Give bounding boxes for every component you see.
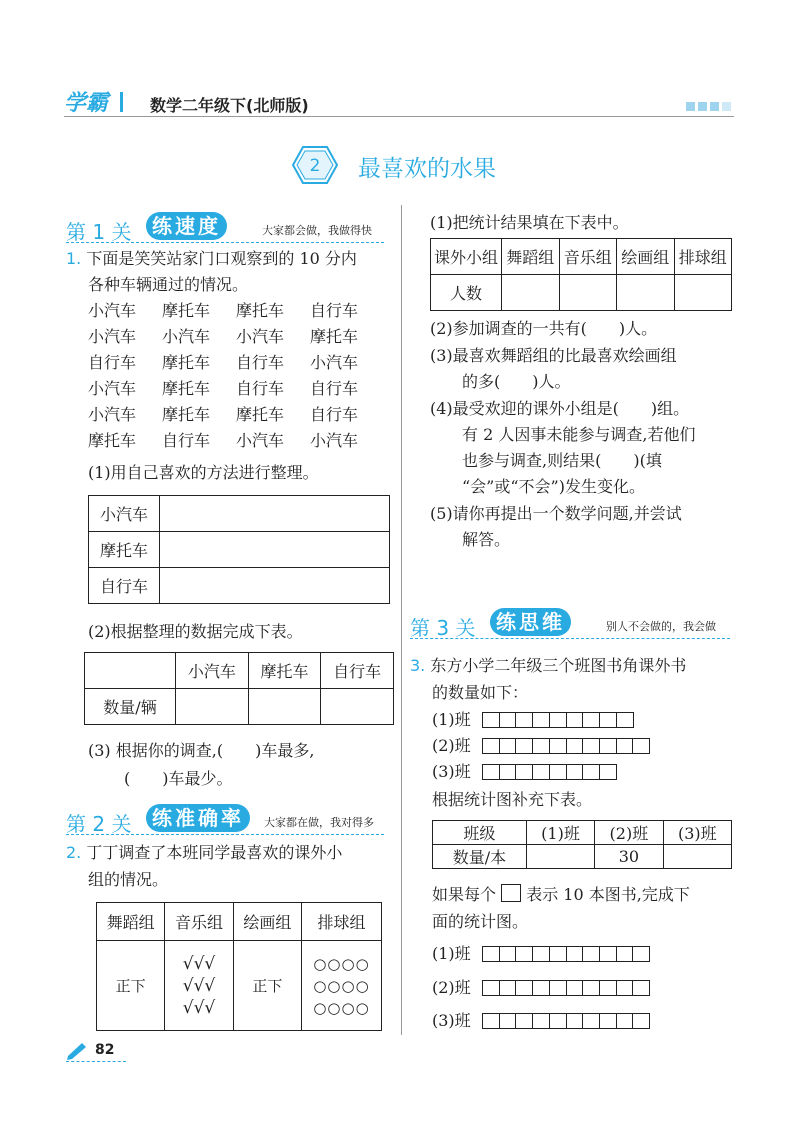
question-1-text-line2: 各种车辆通过的情况。 bbox=[88, 275, 249, 294]
question-number: 3. bbox=[410, 656, 426, 675]
book-box bbox=[616, 712, 634, 728]
vehicle-cell: 摩托车 bbox=[236, 405, 285, 424]
table-header: 绘画组 bbox=[617, 239, 675, 275]
class-label: (1)班 bbox=[432, 710, 471, 729]
section-1-heading bbox=[66, 212, 386, 246]
vehicle-cell: 小汽车 bbox=[88, 405, 137, 424]
book-box bbox=[499, 764, 517, 780]
book-box bbox=[532, 946, 550, 962]
table-header: 小汽车 bbox=[176, 653, 249, 689]
section-label: 第 2 关 bbox=[66, 812, 132, 836]
logo-bar bbox=[120, 92, 123, 112]
question-2-text-line2: 组的情况。 bbox=[88, 870, 169, 889]
vehicle-cell: 摩托车 bbox=[88, 431, 137, 450]
table-header: 班级 bbox=[433, 821, 527, 845]
book-box bbox=[566, 946, 584, 962]
book-box bbox=[582, 1013, 600, 1029]
tally-volleyball: ○○○○ ○○○○ ○○○○ bbox=[301, 941, 381, 1031]
vehicle-observation-grid bbox=[88, 298, 384, 454]
table-header: (3)班 bbox=[663, 821, 731, 845]
book-box bbox=[515, 738, 533, 754]
book-box bbox=[616, 738, 634, 754]
header-square-decoration bbox=[686, 102, 695, 111]
q3-legend-text: 如果每个 表示 10 本图书,完成下 bbox=[432, 885, 690, 904]
table-header: 舞蹈组 bbox=[97, 903, 165, 941]
book-box bbox=[599, 946, 617, 962]
book-box bbox=[499, 738, 517, 754]
question-number: 1. bbox=[66, 249, 82, 268]
book-box bbox=[499, 712, 517, 728]
book-box bbox=[499, 946, 517, 962]
header-square-decoration bbox=[710, 102, 719, 111]
answer-cell[interactable] bbox=[674, 275, 732, 311]
pencil-icon bbox=[66, 1040, 90, 1060]
section-pill: 练速度 bbox=[146, 212, 227, 240]
book-box bbox=[582, 946, 600, 962]
class-label: (2)班 bbox=[432, 978, 471, 997]
vehicle-count-table bbox=[84, 652, 394, 725]
sort-table bbox=[88, 495, 390, 604]
book-box bbox=[599, 980, 617, 996]
header-square-decoration bbox=[722, 102, 731, 111]
q3-fill-prompt: 根据统计图补充下表。 bbox=[432, 790, 593, 809]
header-rule bbox=[64, 116, 734, 117]
book-box bbox=[515, 1013, 533, 1029]
table-header: (2)班 bbox=[595, 821, 663, 845]
vehicle-row bbox=[88, 402, 384, 428]
answer-cell[interactable] bbox=[502, 275, 560, 311]
section-tagline: 大家都在做，我对得多 bbox=[264, 816, 374, 829]
table-header: (1)班 bbox=[526, 821, 594, 845]
q1-part3-line2: ( )车最少。 bbox=[124, 769, 233, 788]
book-box bbox=[632, 946, 650, 962]
section-tagline: 大家都会做，我做得快 bbox=[262, 224, 372, 237]
answer-cell[interactable] bbox=[663, 845, 731, 869]
book-box bbox=[532, 1013, 550, 1029]
book-box bbox=[549, 946, 567, 962]
table-header: 排球组 bbox=[674, 239, 732, 275]
vehicle-cell: 自行车 bbox=[236, 353, 285, 372]
vehicle-cell: 摩托车 bbox=[162, 353, 211, 372]
vehicle-cell: 自行车 bbox=[162, 431, 211, 450]
book-box bbox=[632, 1013, 650, 1029]
vehicle-cell: 小汽车 bbox=[88, 301, 137, 320]
publisher-logo: 学霸 bbox=[64, 91, 109, 116]
lesson-title: 最喜欢的水果 bbox=[358, 156, 496, 182]
book-box bbox=[482, 1013, 500, 1029]
class-2-empty-bar[interactable] bbox=[482, 980, 649, 996]
question-number: 2. bbox=[66, 843, 82, 862]
vehicle-cell: 小汽车 bbox=[310, 431, 359, 450]
book-box bbox=[599, 764, 617, 780]
vehicle-row bbox=[88, 298, 384, 324]
vehicle-cell: 小汽车 bbox=[310, 353, 359, 372]
section-pill: 练思维 bbox=[490, 608, 571, 636]
q2-part3: (3)最喜欢舞蹈组的比最喜欢绘画组 bbox=[430, 346, 677, 365]
book-box bbox=[532, 712, 550, 728]
answer-cell[interactable] bbox=[617, 275, 675, 311]
book-title: 数学二年级下(北师版) bbox=[150, 96, 309, 115]
table-row-label: 数量/本 bbox=[433, 845, 527, 869]
book-box bbox=[482, 980, 500, 996]
class-1-book-bar bbox=[482, 712, 632, 728]
book-box bbox=[482, 764, 500, 780]
class-label: (2)班 bbox=[432, 736, 471, 755]
table-header: 课外小组 bbox=[431, 239, 502, 275]
vehicle-cell: 摩托车 bbox=[162, 405, 211, 424]
vehicle-cell: 摩托车 bbox=[236, 301, 285, 320]
book-box bbox=[582, 980, 600, 996]
vehicle-row bbox=[88, 376, 384, 402]
vehicle-row bbox=[88, 324, 384, 350]
book-box bbox=[549, 712, 567, 728]
book-box bbox=[549, 980, 567, 996]
table-header-empty bbox=[85, 653, 176, 689]
book-box bbox=[549, 738, 567, 754]
book-box bbox=[482, 738, 500, 754]
answer-cell[interactable] bbox=[160, 568, 390, 604]
vehicle-cell: 自行车 bbox=[310, 301, 359, 320]
book-box bbox=[532, 764, 550, 780]
vehicle-cell: 自行车 bbox=[310, 405, 359, 424]
section-pill: 练准确率 bbox=[146, 804, 250, 832]
answer-cell[interactable]: 30 bbox=[595, 845, 663, 869]
book-box bbox=[582, 764, 600, 780]
book-box bbox=[499, 1013, 517, 1029]
book-box bbox=[515, 980, 533, 996]
book-box bbox=[616, 1013, 634, 1029]
tally-art: 正下 bbox=[233, 941, 301, 1031]
class-3-empty-bar[interactable] bbox=[482, 1013, 649, 1029]
book-box bbox=[566, 1013, 584, 1029]
vehicle-cell: 摩托车 bbox=[162, 379, 211, 398]
book-box bbox=[482, 712, 500, 728]
class-label: (1)班 bbox=[432, 944, 471, 963]
book-box bbox=[632, 980, 650, 996]
vehicle-row bbox=[88, 428, 384, 454]
book-box bbox=[532, 738, 550, 754]
result-table bbox=[430, 238, 732, 311]
lesson-number: 2 bbox=[309, 156, 321, 176]
tally-music: √√√ √√√ √√√ bbox=[165, 941, 233, 1031]
vehicle-cell: 摩托车 bbox=[162, 301, 211, 320]
book-box bbox=[616, 946, 634, 962]
vehicle-cell: 小汽车 bbox=[88, 379, 137, 398]
question-3-text: 3. 东方小学二年级三个班图书角课外书 bbox=[410, 656, 687, 675]
book-box bbox=[582, 712, 600, 728]
answer-cell[interactable] bbox=[160, 496, 390, 532]
section-tagline: 别人不会做的，我会做 bbox=[606, 620, 716, 633]
answer-cell[interactable] bbox=[526, 845, 594, 869]
book-box bbox=[599, 712, 617, 728]
legend-box bbox=[501, 884, 521, 902]
book-box bbox=[532, 980, 550, 996]
section-2-heading bbox=[66, 804, 386, 838]
table-row-label: 数量/辆 bbox=[85, 689, 176, 725]
q2-part5-line2: 解答。 bbox=[462, 530, 511, 549]
book-box bbox=[549, 1013, 567, 1029]
footer-rule bbox=[66, 1061, 126, 1062]
column-divider bbox=[401, 205, 402, 1035]
book-box bbox=[599, 1013, 617, 1029]
class-label: (3)班 bbox=[432, 1011, 471, 1030]
book-box bbox=[616, 980, 634, 996]
table-header: 自行车 bbox=[321, 653, 394, 689]
q2-part2: (2)参加调查的一共有( )人。 bbox=[430, 319, 658, 338]
q2-part4-line3: 也参与调查,则结果( )(填 bbox=[462, 451, 662, 470]
question-3-text-line2: 的数量如下： bbox=[432, 683, 529, 702]
sort-row-label: 摩托车 bbox=[89, 532, 160, 568]
vehicle-cell: 自行车 bbox=[310, 379, 359, 398]
table-header: 排球组 bbox=[301, 903, 381, 941]
section-3-heading bbox=[410, 608, 730, 642]
vehicle-cell: 小汽车 bbox=[162, 327, 211, 346]
q1-part2: (2)根据整理的数据完成下表。 bbox=[88, 622, 303, 641]
vehicle-cell: 小汽车 bbox=[236, 431, 285, 450]
vehicle-cell: 小汽车 bbox=[236, 327, 285, 346]
section-label: 第 3 关 bbox=[410, 616, 476, 640]
class-label: (3)班 bbox=[432, 762, 471, 781]
tally-table bbox=[96, 902, 382, 1031]
table-header: 绘画组 bbox=[233, 903, 301, 941]
book-box bbox=[549, 764, 567, 780]
section-label: 第 1 关 bbox=[66, 220, 132, 244]
q2-part4: (4)最受欢迎的课外小组是( )组。 bbox=[430, 399, 690, 418]
table-header: 摩托车 bbox=[248, 653, 321, 689]
q2-part4-line2: 有 2 人因事未能参与调查,若他们 bbox=[462, 425, 696, 444]
book-box bbox=[566, 980, 584, 996]
class-2-book-bar bbox=[482, 738, 649, 754]
q1-part1: (1)用自己喜欢的方法进行整理。 bbox=[88, 463, 319, 482]
book-box bbox=[566, 764, 584, 780]
book-box bbox=[566, 738, 584, 754]
answer-cell[interactable] bbox=[321, 689, 394, 725]
q1-part3: (3) 根据你的调查,( )车最多, bbox=[88, 741, 315, 760]
answer-cell[interactable] bbox=[176, 689, 249, 725]
vehicle-cell: 摩托车 bbox=[310, 327, 359, 346]
vehicle-cell: 小汽车 bbox=[88, 327, 137, 346]
table-row-label: 人数 bbox=[431, 275, 502, 311]
page-number: 82 bbox=[95, 1042, 115, 1058]
q2-part5: (5)请你再提出一个数学问题,并尝试 bbox=[430, 504, 682, 523]
lesson-number-badge bbox=[292, 146, 338, 184]
sort-row-label: 小汽车 bbox=[89, 496, 160, 532]
table-header: 音乐组 bbox=[165, 903, 233, 941]
q2-part3-line2: 的多( )人。 bbox=[462, 372, 571, 391]
book-box bbox=[482, 946, 500, 962]
book-box bbox=[566, 712, 584, 728]
answer-cell[interactable] bbox=[559, 275, 617, 311]
class-3-book-bar bbox=[482, 764, 616, 780]
vehicle-row bbox=[88, 350, 384, 376]
table-header: 音乐组 bbox=[559, 239, 617, 275]
table-header: 舞蹈组 bbox=[502, 239, 560, 275]
book-box bbox=[515, 946, 533, 962]
q2-part1: (1)把统计结果填在下表中。 bbox=[430, 213, 629, 232]
question-2-text: 2. 丁丁调查了本班同学最喜欢的课外小 bbox=[66, 843, 343, 862]
book-count-table bbox=[432, 820, 732, 869]
header-square-decoration bbox=[698, 102, 707, 111]
vehicle-cell: 自行车 bbox=[236, 379, 285, 398]
book-box bbox=[632, 738, 650, 754]
book-box bbox=[515, 764, 533, 780]
vehicle-cell: 自行车 bbox=[88, 353, 137, 372]
question-1-text: 1. 下面是笑笑站家门口观察到的 10 分内 bbox=[66, 249, 357, 268]
answer-cell[interactable] bbox=[160, 532, 390, 568]
book-box bbox=[515, 712, 533, 728]
class-1-empty-bar[interactable] bbox=[482, 946, 649, 962]
q2-part4-line4: “会”或“不会”)发生变化。 bbox=[462, 477, 645, 496]
book-box bbox=[599, 738, 617, 754]
sort-row-label: 自行车 bbox=[89, 568, 160, 604]
q3-legend-text-line2: 面的统计图。 bbox=[432, 912, 529, 931]
book-box bbox=[582, 738, 600, 754]
tally-dance: 正下 bbox=[97, 941, 165, 1031]
book-box bbox=[499, 980, 517, 996]
answer-cell[interactable] bbox=[248, 689, 321, 725]
